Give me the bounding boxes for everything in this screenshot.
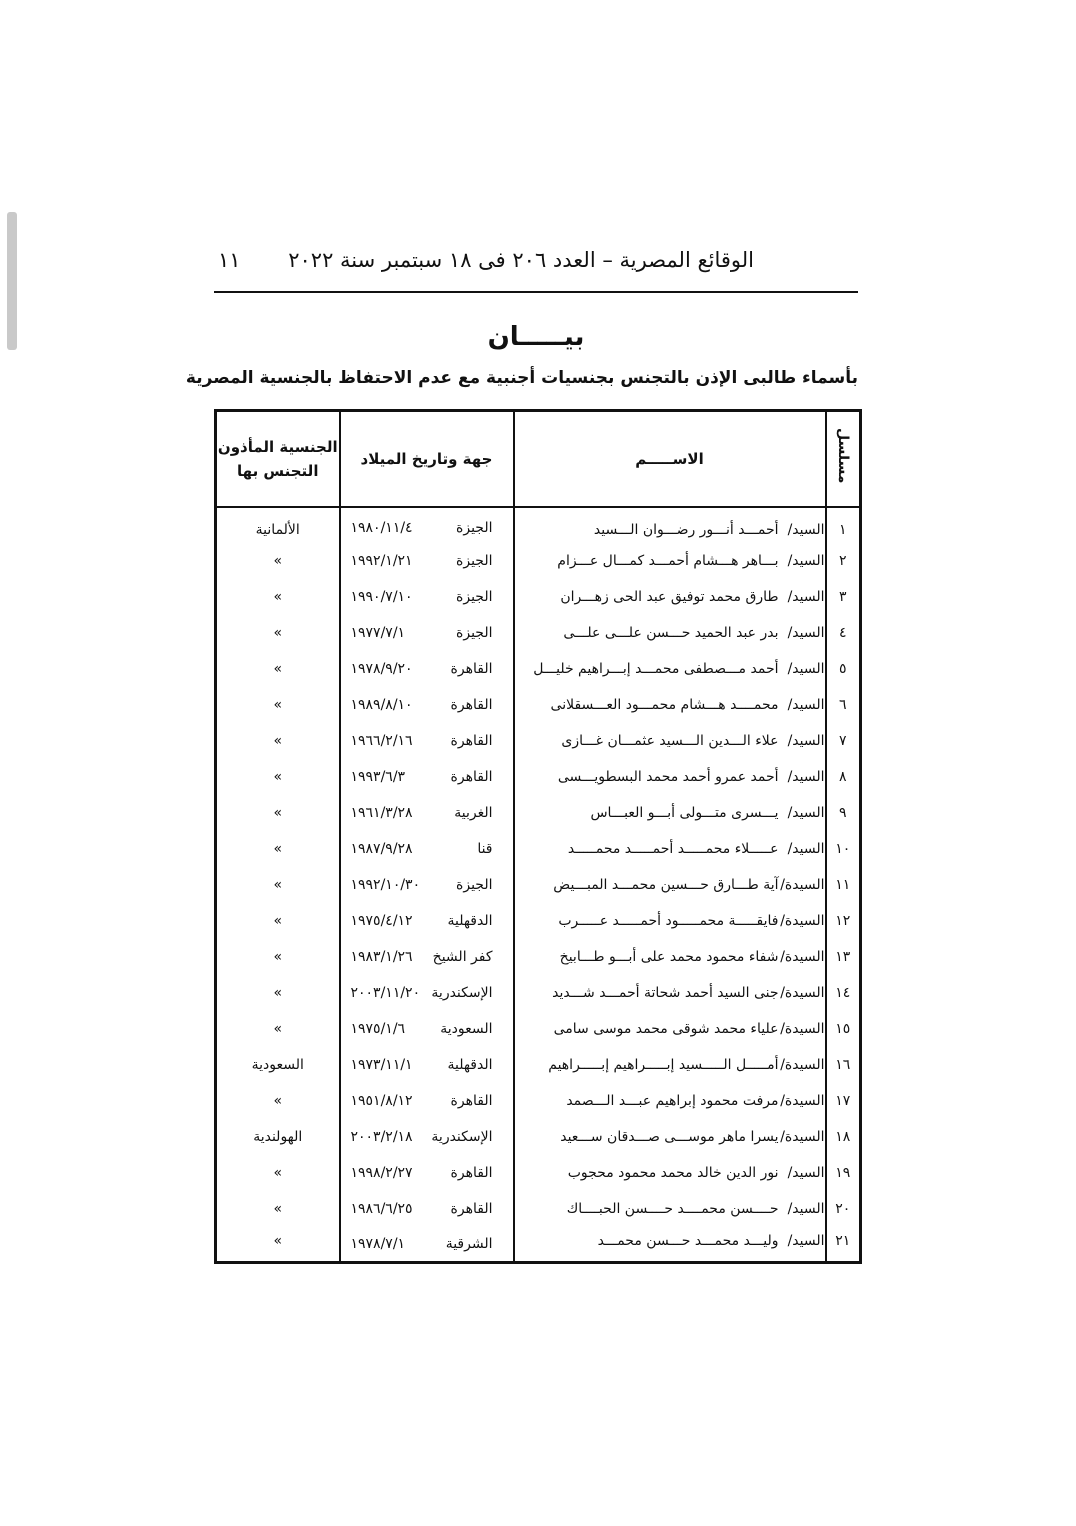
cell-nationality: الألمانية: [255, 522, 300, 538]
cell-serial: ٨: [826, 759, 861, 795]
honorific-title: السيدة/: [780, 1020, 825, 1037]
honorific-title: السيد/: [787, 804, 825, 821]
person-name: بدر عبد الحميد حـــسن علـــى علـــى: [563, 624, 779, 641]
honorific-title: السيد/: [787, 696, 825, 713]
cell-nationality: السعودية: [251, 1056, 304, 1073]
person-name: أحمد مـــصطفى محمـــد إبـــراهيم خليـــل: [533, 660, 779, 677]
table-row: [216, 723, 861, 759]
person-name: علياء محمد شوقى محمد موسى سامى: [553, 1020, 779, 1037]
page-header: [214, 246, 858, 282]
birth-date: ١٩٩٣/٦/٣: [350, 768, 406, 785]
cell-birth: [340, 687, 514, 723]
birth-place: الإسكندرية: [431, 984, 493, 1001]
person-name: أمـــــل الـــــسيد إبـــــراهيم إبـــــراهيم: [548, 1056, 779, 1073]
cell-serial: ١٩: [826, 1155, 861, 1191]
cell-nationality: »: [273, 1164, 283, 1181]
birth-place: القاهرة: [450, 696, 493, 713]
page-number: ١١: [218, 248, 241, 272]
cell-name: [514, 1227, 826, 1263]
cell-name: [514, 1011, 826, 1047]
cell-nationality: »: [273, 840, 283, 857]
cell-serial: ٥: [826, 651, 861, 687]
birth-date: ١٩٧٥/٤/١٢: [350, 912, 413, 929]
header-nationality: [216, 411, 340, 507]
birth-place: السعودية: [440, 1020, 493, 1037]
birth-place: قنا: [477, 840, 493, 857]
cell-name: [514, 579, 826, 615]
cell-nationality: »: [273, 624, 283, 641]
birth-date: ١٩٧٥/١/٦: [350, 1020, 406, 1037]
cell-birth: [340, 831, 514, 867]
table-row: [216, 1119, 861, 1155]
table-row: [216, 687, 861, 723]
cell-nationality: »: [273, 1232, 283, 1249]
honorific-title: السيد/: [787, 624, 825, 641]
header-birth: جهة وتاريخ الميلاد: [340, 411, 514, 507]
cell-birth: [340, 507, 514, 543]
birth-place: القاهرة: [450, 1092, 493, 1109]
honorific-title: السيدة/: [780, 912, 825, 929]
honorific-title: السيد/: [787, 1164, 825, 1181]
cell-birth: [340, 1155, 514, 1191]
cell-name: [514, 903, 826, 939]
cell-nationality: »: [273, 912, 283, 929]
cell-serial: ٦: [826, 687, 861, 723]
cell-serial: ١٨: [826, 1119, 861, 1155]
cell-birth: [340, 867, 514, 903]
cell-serial: ١: [826, 507, 861, 543]
cell-name: [514, 543, 826, 579]
table-row: [216, 507, 861, 543]
honorific-title: السيد/: [787, 768, 825, 785]
table-row: [216, 543, 861, 579]
document-title: بيـــــان: [487, 322, 585, 352]
table-row: [216, 1227, 861, 1263]
cell-serial: ١٠: [826, 831, 861, 867]
cell-birth: [340, 1119, 514, 1155]
person-name: مرفت محمود إبراهيم عبـــد الـــصمد: [566, 1092, 779, 1109]
table-row: [216, 1083, 861, 1119]
cell-nationality: »: [273, 948, 283, 965]
birth-place: الجيزة: [456, 624, 493, 641]
cell-nationality: »: [273, 552, 283, 569]
table-row: [216, 903, 861, 939]
honorific-title: السيدة/: [780, 984, 825, 1001]
table-row: [216, 867, 861, 903]
cell-birth: [340, 939, 514, 975]
cell-nationality: »: [273, 660, 283, 677]
birth-place: الجيزة: [456, 876, 493, 893]
cell-birth: [340, 1047, 514, 1083]
cell-name: [514, 795, 826, 831]
cell-serial: ١١: [826, 867, 861, 903]
cell-serial: ١٤: [826, 975, 861, 1011]
cell-birth: [340, 903, 514, 939]
cell-name: [514, 1083, 826, 1119]
honorific-title: السيد/: [787, 840, 825, 857]
header-nationality-line1: الجنسية المأذون: [217, 437, 338, 456]
cell-serial: ٣: [826, 579, 861, 615]
birth-place: الشرقية: [445, 1235, 493, 1252]
person-name: نور الدين خالد محمد محمود محجوب: [567, 1164, 779, 1181]
cell-name: [514, 975, 826, 1011]
table-row: [216, 831, 861, 867]
cell-serial: ١٦: [826, 1047, 861, 1083]
birth-place: الجيزة: [456, 552, 493, 569]
cell-nationality: »: [273, 1200, 283, 1217]
person-name: عـــــلاء محمـــــد أحمـــــد محمـــــد: [567, 840, 779, 857]
honorific-title: السيد/: [787, 522, 825, 538]
birth-date: ١٩٥١/٨/١٢: [350, 1092, 413, 1109]
birth-date: ١٩٧٨/٧/١: [350, 1235, 406, 1252]
person-name: شفاء محمود محمد على أبـــو طـــابيخ: [559, 948, 779, 965]
person-name: آية طـــارق حـــسين محمـــد المبـــيض: [553, 876, 779, 893]
birth-date: ١٩٩٢/١٠/٣٠: [350, 876, 421, 893]
person-name: فايقـــــة محمـــــود أحمـــــد عـــــرب: [558, 912, 779, 929]
cell-nationality: »: [273, 876, 283, 893]
cell-birth: [340, 579, 514, 615]
cell-serial: ١٧: [826, 1083, 861, 1119]
table-row: [216, 579, 861, 615]
person-name: بـــاهر هـــشام أحمـــد كمـــال عـــزام: [557, 552, 779, 569]
birth-place: القاهرة: [450, 768, 493, 785]
cell-birth: [340, 615, 514, 651]
cell-serial: ٤: [826, 615, 861, 651]
header-name: الاســـــم: [514, 411, 826, 507]
person-name: أحمـــد أنـــور رضـــوان الـــسيد: [593, 522, 779, 538]
birth-place: الجيزة: [456, 520, 493, 537]
honorific-title: السيدة/: [780, 1128, 825, 1145]
cell-birth: [340, 759, 514, 795]
cell-nationality: »: [273, 588, 283, 605]
header-serial: مسلسل: [826, 411, 861, 507]
cell-name: [514, 939, 826, 975]
cell-birth: [340, 795, 514, 831]
scan-edge-mark: [7, 212, 17, 350]
birth-place: كفر الشيخ: [432, 948, 493, 965]
cell-serial: ٢٠: [826, 1191, 861, 1227]
honorific-title: السيد/: [787, 732, 825, 749]
honorific-title: السيد/: [787, 588, 825, 605]
cell-nationality: »: [273, 1020, 283, 1037]
cell-name: [514, 1155, 826, 1191]
birth-place: الجيزة: [456, 588, 493, 605]
cell-name: [514, 723, 826, 759]
cell-birth: [340, 651, 514, 687]
birth-date: ١٩٩٨/٢/٢٧: [350, 1164, 413, 1181]
cell-nationality: الهولندية: [253, 1128, 303, 1145]
birth-date: ١٩٧٧/٧/١: [350, 624, 406, 641]
cell-serial: ٢١: [826, 1227, 861, 1263]
table-row: [216, 939, 861, 975]
birth-date: ٢٠٠٣/٢/١٨: [350, 1128, 413, 1145]
gazette-header-title: الوقائع المصرية – العدد ٢٠٦ فى ١٨ سبتمبر سنة ٢٠٢٢: [288, 248, 754, 272]
birth-place: القاهرة: [450, 732, 493, 749]
header-rule: [214, 291, 858, 293]
honorific-title: السيدة/: [780, 1056, 825, 1073]
cell-birth: [340, 975, 514, 1011]
honorific-title: السيد/: [787, 660, 825, 677]
cell-birth: [340, 1011, 514, 1047]
cell-nationality: »: [273, 768, 283, 785]
cell-serial: ٧: [826, 723, 861, 759]
person-name: وليـــد محمـــد حـــسن محمـــد: [597, 1232, 779, 1249]
cell-nationality: »: [273, 732, 283, 749]
birth-place: القاهرة: [450, 660, 493, 677]
person-name: حــــسن محمــــد حــــسن الحبــــاك: [566, 1200, 779, 1217]
cell-birth: [340, 1083, 514, 1119]
birth-date: ١٩٨٠/١١/٤: [350, 520, 413, 537]
table-row: [216, 975, 861, 1011]
cell-serial: ١٢: [826, 903, 861, 939]
birth-place: القاهرة: [450, 1164, 493, 1181]
honorific-title: السيدة/: [780, 948, 825, 965]
birth-place: الغربية: [454, 804, 493, 821]
cell-name: [514, 687, 826, 723]
table-row: [216, 1191, 861, 1227]
birth-date: ١٩٩٢/١/٢١: [350, 552, 413, 569]
birth-date: ٢٠٠٣/١١/٢٠: [350, 984, 421, 1001]
honorific-title: السيد/: [787, 1232, 825, 1249]
honorific-title: السيد/: [787, 552, 825, 569]
birth-date: ١٩٩٠/٧/١٠: [350, 588, 413, 605]
birth-date: ١٩٦١/٣/٢٨: [350, 804, 413, 821]
naturalization-table: [214, 409, 862, 1264]
birth-place: الإسكندرية: [431, 1128, 493, 1145]
person-name: محمــــد هـــشام محمـــود العـــسقلانى: [550, 696, 779, 713]
cell-name: [514, 651, 826, 687]
table-row: [216, 615, 861, 651]
cell-name: [514, 1119, 826, 1155]
cell-name: [514, 831, 826, 867]
person-name: يـــسرى متـــولى أبـــو العبـــاس: [590, 804, 779, 821]
cell-serial: ٢: [826, 543, 861, 579]
cell-nationality: »: [273, 804, 283, 821]
table-row: [216, 795, 861, 831]
table-row: [216, 1047, 861, 1083]
honorific-title: السيدة/: [780, 876, 825, 893]
birth-place: الدقهلية: [447, 912, 493, 929]
person-name: جنى السيد أحمد شحاتة أحمـــد شـــديد: [552, 984, 779, 1001]
birth-place: الدقهلية: [447, 1056, 493, 1073]
honorific-title: السيدة/: [780, 1092, 825, 1109]
birth-date: ١٩٨٧/٩/٢٨: [350, 840, 413, 857]
table-row: [216, 1011, 861, 1047]
table-row: [216, 759, 861, 795]
cell-birth: [340, 1227, 514, 1263]
cell-name: [514, 1047, 826, 1083]
honorific-title: السيد/: [787, 1200, 825, 1217]
person-name: طارق محمد توفيق عبد الحى زهـــران: [560, 588, 779, 605]
table-row: [216, 1155, 861, 1191]
cell-name: [514, 507, 826, 543]
table-row: [216, 651, 861, 687]
cell-nationality: »: [273, 984, 283, 1001]
birth-date: ١٩٧٣/١١/١: [350, 1056, 413, 1073]
birth-date: ١٩٧٨/٩/٢٠: [350, 660, 413, 677]
cell-birth: [340, 543, 514, 579]
cell-birth: [340, 723, 514, 759]
cell-name: [514, 867, 826, 903]
cell-nationality: »: [273, 696, 283, 713]
person-name: أحمد عمرو أحمد محمد البسطويـــسى: [557, 768, 779, 785]
cell-name: [514, 759, 826, 795]
person-name: يسرا ماهر موســـى صـــدقان ســـعيد: [560, 1128, 779, 1145]
table-header-row: [216, 411, 861, 507]
cell-serial: ٩: [826, 795, 861, 831]
cell-name: [514, 1191, 826, 1227]
birth-date: ١٩٨٩/٨/١٠: [350, 696, 413, 713]
birth-date: ١٩٨٣/١/٢٦: [350, 948, 413, 965]
birth-date: ١٩٨٦/٦/٢٥: [350, 1200, 413, 1217]
birth-date: ١٩٦٦/٢/١٦: [350, 732, 413, 749]
person-name: علاء الـــدين الـــسيد عثمـــان غـــازى: [561, 732, 779, 749]
document-subtitle: بأسماء طالبى الإذن بالتجنس بجنسيات أجنبية مع عدم الاحتفاظ بالجنسية المصرية: [185, 368, 858, 388]
cell-serial: ١٣: [826, 939, 861, 975]
cell-nationality: »: [273, 1092, 283, 1109]
cell-birth: [340, 1191, 514, 1227]
cell-name: [514, 615, 826, 651]
birth-place: القاهرة: [450, 1200, 493, 1217]
cell-serial: ١٥: [826, 1011, 861, 1047]
header-nationality-line2: التجنس بها: [237, 461, 319, 480]
